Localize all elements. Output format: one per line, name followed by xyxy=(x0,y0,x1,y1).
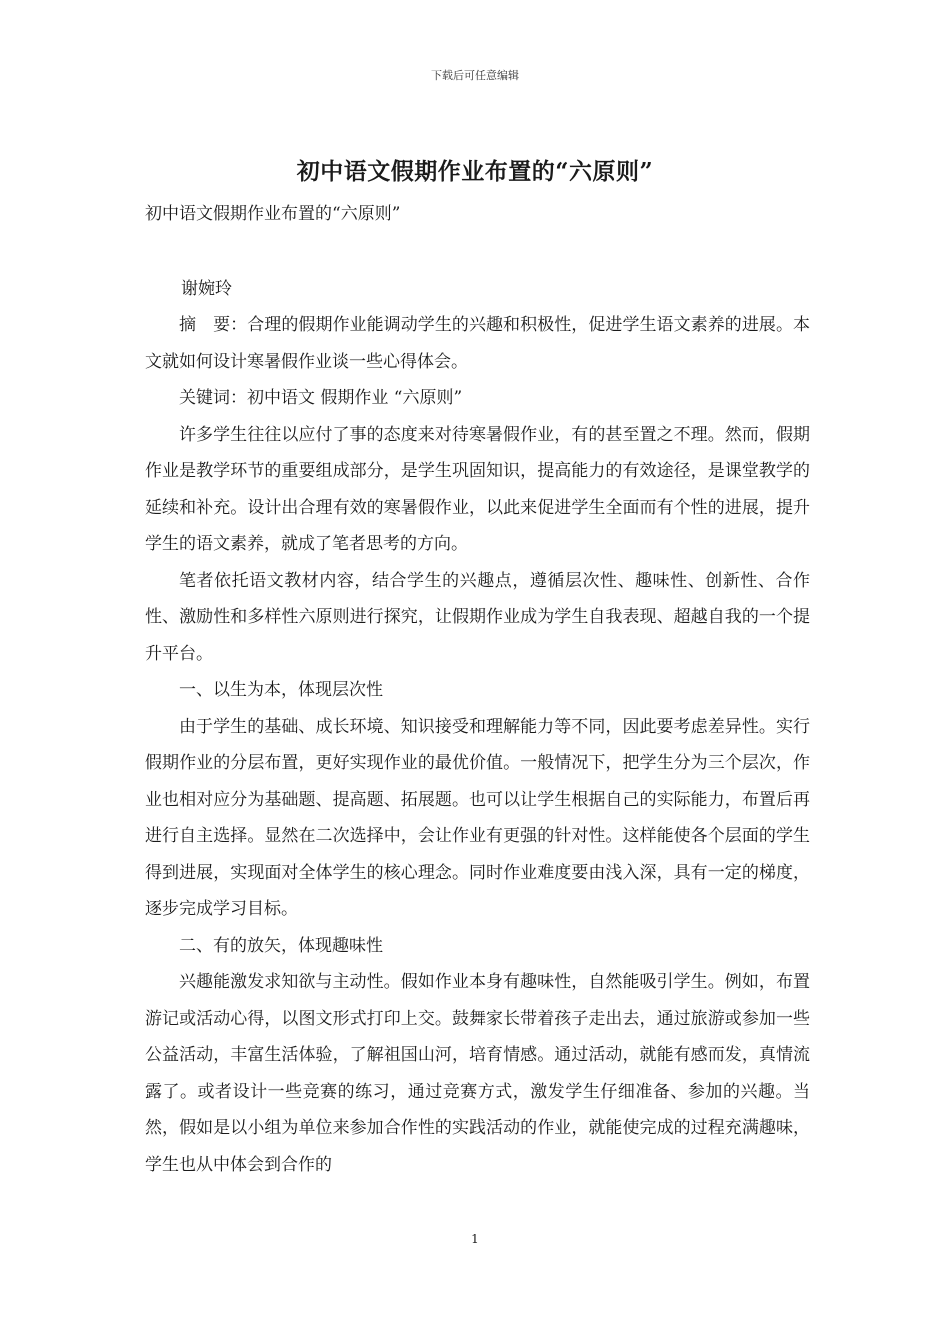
header-note: 下载后可任意编辑 xyxy=(431,69,519,82)
section-heading-1: 一、以生为本，体现层次性 xyxy=(179,680,383,700)
subtitle: 初中语文假期作业布置的“六原则” xyxy=(145,204,401,224)
intro-paragraph-1: 许多学生往往以应付了事的态度来对待寒暑假作业，有的甚至置之不理。然而，假期作业是教学环节的重要组成部分，是学生巩固知识，提高能力的有效途径，是课堂教学的延续和补充。设计出合理有效的寒暑假作业，以此来促进学生全面而有个性的进展，提升学生的语文素养，就成了笔者思考的方向。 xyxy=(145,424,810,554)
document-body xyxy=(145,196,810,1183)
page-number: 1 xyxy=(471,1232,479,1246)
author-name: 谢婉玲 xyxy=(181,278,232,299)
spacer xyxy=(145,233,810,271)
section-body-2: 兴趣能激发求知欲与主动性。假如作业本身有趣味性，自然能吸引学生。例如，布置游记或活动心得，以图文形式打印上交。鼓舞家长带着孩子走出去，通过旅游或参加一些公益活动，丰富生活体验，了解祖国山河，培育情感。通过活动，就能有感而发，真情流露了。或者设计一些竞赛的练习，通过竞赛方式，激发学生仔细准备、参加的兴趣。当然，假如是以小组为单位来参加合作性的实践活动的作业，就能使完成的过程充满趣味，学生也从中体会到合作的 xyxy=(145,972,810,1175)
section-heading-2: 二、有的放矢，体现趣味性 xyxy=(179,935,383,956)
intro-paragraph-2: 笔者依托语文教材内容，结合学生的兴趣点，遵循层次性、趣味性、创新性、合作性、激励性和多样性六原则进行探究，让假期作业成为学生自我表现、超越自我的一个提升平台。 xyxy=(145,570,810,664)
document-title: 初中语文假期作业布置的“六原则” xyxy=(296,158,654,185)
section-body-1: 由于学生的基础、成长环境、知识接受和理解能力等不同，因此要考虑差异性。实行假期作业的分层布置，更好实现作业的最优价值。一般情况下，把学生分为三个层次，作业也相对应分为基础题、提高题、拓展题。也可以让学生根据自己的实际能力，布置后再进行自主选择。显然在二次选择中，会让作业有更强的针对性。这样能使各个层面的学生得到进展，实现面对全体学生的核心理念。同时作业难度要由浅入深，具有一定的梯度，逐步完成学习目标。 xyxy=(145,716,810,919)
keywords-line: 关键词：初中语文 假期作业 “六原则” xyxy=(179,388,463,408)
abstract-paragraph: 摘 要：合理的假期作业能调动学生的兴趣和积极性，促进学生语文素养的进展。本文就如何设计寒暑假作业谈一些心得体会。 xyxy=(145,315,810,372)
